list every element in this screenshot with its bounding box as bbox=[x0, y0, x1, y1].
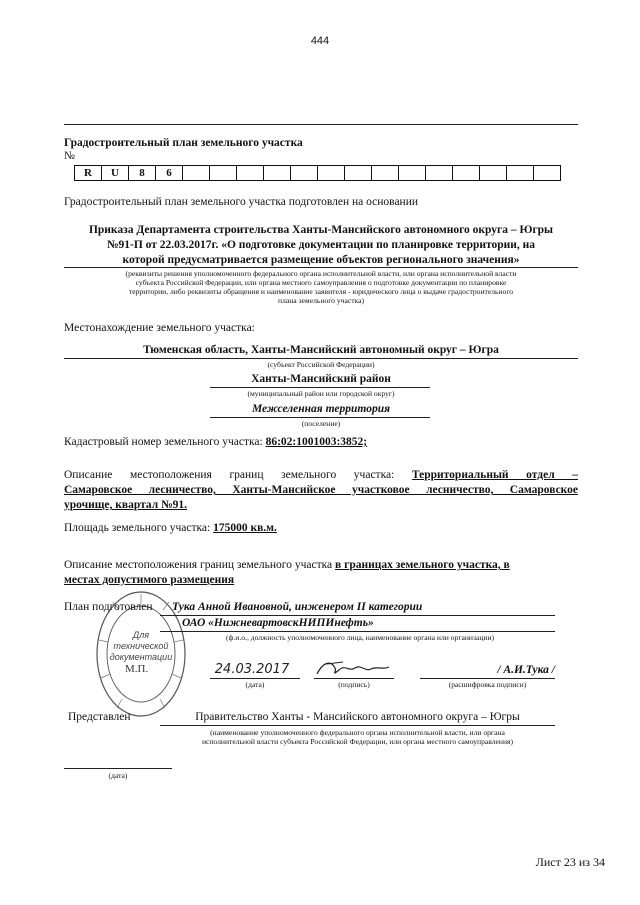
area-row bbox=[64, 522, 277, 534]
number-cell: 6 bbox=[156, 166, 183, 181]
presented-value: Правительство Ханты - Мансийского автономного округа – Югры bbox=[195, 711, 520, 723]
stamp-mp: М.П. bbox=[125, 663, 149, 675]
signature bbox=[313, 658, 393, 680]
number-cell: R bbox=[75, 166, 102, 181]
basis-line-2: №91-П от 22.03.2017г. «О подготовке документации по планировке территории, на bbox=[106, 239, 536, 251]
number-cell bbox=[372, 166, 399, 181]
date-rule bbox=[210, 678, 300, 679]
number-cell bbox=[210, 166, 237, 181]
number-cell bbox=[399, 166, 426, 181]
number-cell bbox=[453, 166, 480, 181]
location-label: Местонахождение земельного участка: bbox=[64, 322, 255, 334]
presented-date-rule bbox=[64, 768, 172, 769]
document-title: Градостроительный план земельного участка bbox=[64, 137, 303, 149]
number-cell bbox=[318, 166, 345, 181]
number-cell bbox=[480, 166, 507, 181]
location-subject: Тюменская область, Ханты-Мансийский автономный округ – Югра bbox=[143, 344, 499, 356]
number-cell bbox=[291, 166, 318, 181]
boundaries-row bbox=[64, 469, 578, 481]
district-rule bbox=[210, 387, 430, 388]
placement-value-1: в границах земельного участка, в bbox=[335, 559, 510, 571]
presented-rule bbox=[160, 725, 555, 726]
cadastral-value: 86:02:1001003:3852; bbox=[265, 436, 368, 448]
prepared-label: План подготовлен bbox=[64, 601, 153, 613]
basis-line-1: Приказа Департамента строительства Ханты-Мансийского автономного округа – Югры bbox=[88, 224, 554, 236]
prepared-person-1: Тука Анной Ивановной, инженером II категории bbox=[172, 601, 423, 613]
top-rule bbox=[64, 124, 578, 125]
page-number: 444 bbox=[310, 35, 330, 47]
number-cell bbox=[264, 166, 291, 181]
placement-label: Описание местоположения границ земельного участка bbox=[64, 559, 333, 571]
presented-label: Представлен bbox=[68, 711, 131, 723]
basis-caption-3: территории, либо реквизиты обращения и наименование заявителя - юридического лица о выдаче градостроительного bbox=[128, 287, 514, 296]
sheet-counter: Лист 23 из 34 bbox=[535, 855, 605, 869]
settlement-rule bbox=[210, 417, 430, 418]
presented-date-caption: (дата) bbox=[108, 771, 128, 780]
boundaries-line-3: урочище, квартал №91. bbox=[64, 499, 188, 511]
boundaries-label: Описание местоположения границ земельного участка: bbox=[64, 469, 395, 481]
number-cell: 8 bbox=[129, 166, 156, 181]
date-caption: (дата) bbox=[245, 680, 265, 689]
basis-rule bbox=[64, 267, 578, 268]
placement-line-2: местах допустимого размещения bbox=[64, 574, 235, 586]
decoding-rule bbox=[420, 678, 555, 679]
location-district: Ханты-Мансийский район bbox=[251, 373, 391, 385]
prepared-caption: (ф.и.о., должность уполномоченного лица, наименование органа или организации) bbox=[225, 633, 495, 642]
cadastral-label: Кадастровый номер земельного участка: bbox=[64, 436, 263, 448]
stamp-text-2: технической bbox=[113, 641, 169, 651]
presented-caption-1: (наименование уполномоченного федерального органа исполнительной власти, или органа bbox=[210, 728, 505, 737]
area-label: Площадь земельного участка: bbox=[64, 522, 211, 534]
number-cell bbox=[507, 166, 534, 181]
basis-label: Градостроительный план земельного участка подготовлен на основании bbox=[64, 196, 419, 208]
location-settlement: Межселенная территория bbox=[251, 403, 391, 415]
number-cell bbox=[183, 166, 210, 181]
boundaries-line-2: Самаровское лесничество, Ханты-Мансийское участковое лесничество, Самаровское bbox=[64, 484, 578, 496]
number-cell bbox=[345, 166, 372, 181]
decoding-caption: (расшифровка подписи) bbox=[448, 680, 527, 689]
number-cell bbox=[426, 166, 453, 181]
plan-number-cells bbox=[74, 165, 561, 181]
signed-date: 24.03.2017 bbox=[214, 662, 290, 677]
basis-line-3: которой предусматривается размещение объектов регионального значения» bbox=[122, 254, 520, 266]
basis-caption-2: субъекта Российской Федерации, или органа местного самоуправления о подготовке документации по планировке bbox=[135, 278, 507, 287]
cadastral-row bbox=[64, 436, 367, 448]
signature-caption: (подпись) bbox=[338, 680, 370, 689]
presented-caption-2: исполнительной власти субъекта Российской Федерации, или органа местного самоуправления) bbox=[201, 737, 514, 746]
settlement-caption: (поселение) bbox=[301, 419, 341, 428]
subject-caption: (субъект Российской Федерации) bbox=[267, 360, 375, 369]
number-cell bbox=[534, 166, 561, 181]
boundaries-value-start: Территориальный отдел – bbox=[411, 469, 579, 481]
number-cell: U bbox=[102, 166, 129, 181]
stamp-text-1: Для bbox=[132, 630, 150, 640]
prepared-person-2: ОАО «НижневартовскНИПИнефть» bbox=[182, 617, 374, 629]
district-caption: (муниципальный район или городской округ) bbox=[247, 389, 395, 398]
signature-rule bbox=[314, 678, 394, 679]
prepared-rule-2 bbox=[160, 631, 555, 632]
subject-rule bbox=[64, 358, 578, 359]
area-value: 175000 кв.м. bbox=[213, 522, 277, 534]
stamp-text-3: документации bbox=[109, 652, 173, 662]
number-sign: № bbox=[64, 150, 75, 162]
signature-decoding: / А.И.Тука / bbox=[497, 664, 555, 676]
basis-caption-1: (реквизиты решения уполномоченного федерального органа исполнительной власти, или органа исполнительной власти bbox=[125, 269, 517, 278]
prepared-rule-1 bbox=[160, 615, 555, 616]
placement-row bbox=[64, 559, 578, 571]
number-cell bbox=[237, 166, 264, 181]
basis-caption-4: плана земельного участка) bbox=[278, 296, 364, 305]
